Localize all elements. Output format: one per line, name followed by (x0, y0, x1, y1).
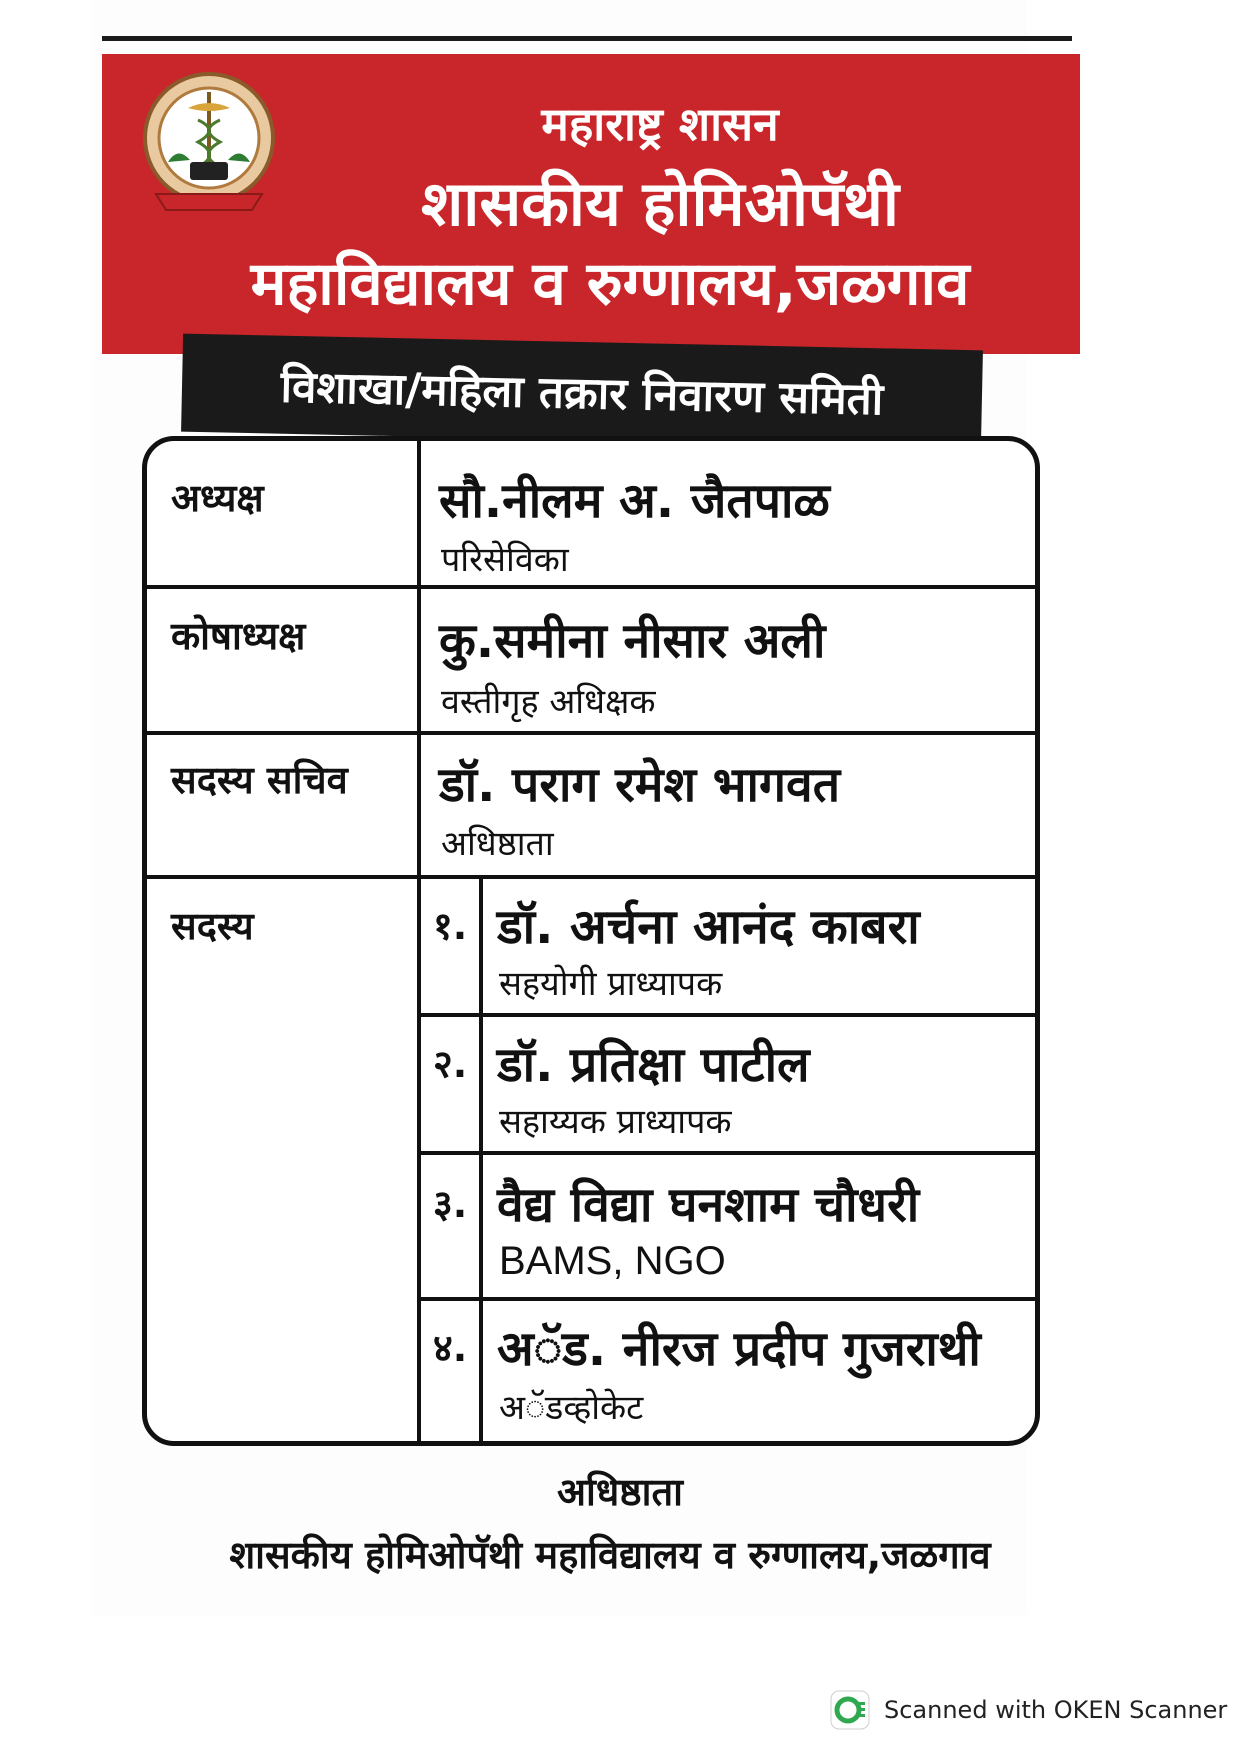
person-designation: परिसेविका (441, 540, 569, 580)
member-designation: सहयोगी प्राध्यापक (499, 964, 723, 1004)
member-designation: अॅडव्होकेट (499, 1388, 644, 1428)
person-name: डॉ. पराग रमेश भागवत (439, 757, 841, 813)
row-divider (147, 875, 1035, 879)
members-label: सदस्य (171, 904, 254, 948)
committee-title: विशाखा/महिला तक्रार निवारण समिती (181, 334, 983, 449)
member-number: ४. (433, 1326, 468, 1370)
government-title: महाराष्ट्र शासन (541, 97, 779, 151)
scanner-watermark (830, 1688, 1230, 1732)
member-name: अॅड. नीरज प्रदीप गुजराथी (497, 1321, 981, 1377)
oken-scanner-icon (830, 1690, 870, 1730)
scanner-text: Scanned with OKEN Scanner (884, 1696, 1228, 1724)
top-rule-divider (102, 36, 1072, 41)
person-designation: वस्तीगृह अधिक्षक (441, 682, 656, 722)
number-column-divider (479, 879, 483, 1441)
member-number: ३. (433, 1182, 468, 1226)
person-name: सौ.नीलम अ. जैतपाळ (439, 473, 830, 529)
member-name: डॉ. अर्चना आनंद काबरा (497, 899, 920, 955)
college-title-line1: शासकीय होमिओपॅथी (421, 167, 899, 240)
row-divider (147, 731, 1035, 735)
row-divider (417, 1013, 1035, 1017)
row-divider (417, 1151, 1035, 1155)
role-label: अध्यक्ष (171, 476, 264, 520)
member-number: १. (433, 904, 468, 948)
member-designation: BAMS, NGO (499, 1239, 726, 1283)
college-title-line2: महाविद्यालय व रुग्णालय,जळगाव (250, 249, 970, 319)
caduceus-emblem-icon (138, 70, 280, 220)
committee-table (142, 436, 1040, 1446)
role-label: कोषाध्यक्ष (171, 614, 306, 658)
person-name: कु.समीना नीसार अली (439, 613, 826, 669)
member-number: २. (433, 1042, 468, 1086)
member-designation: सहाय्यक प्राध्यापक (499, 1102, 732, 1142)
column-divider (417, 441, 421, 1441)
member-name: डॉ. प्रतिक्षा पाटील (497, 1037, 810, 1093)
person-designation: अधिष्ठाता (441, 824, 554, 864)
row-divider (147, 585, 1035, 589)
row-divider (417, 1297, 1035, 1301)
member-name: वैद्य विद्या घनशाम चौधरी (497, 1177, 920, 1233)
role-label: सदस्य सचिव (171, 758, 348, 802)
footer-signatory: अधिष्ठाता (557, 1470, 683, 1514)
footer-institution: शासकीय होमिओपॅथी महाविद्यालय व रुग्णालय,जळगाव (229, 1533, 991, 1577)
